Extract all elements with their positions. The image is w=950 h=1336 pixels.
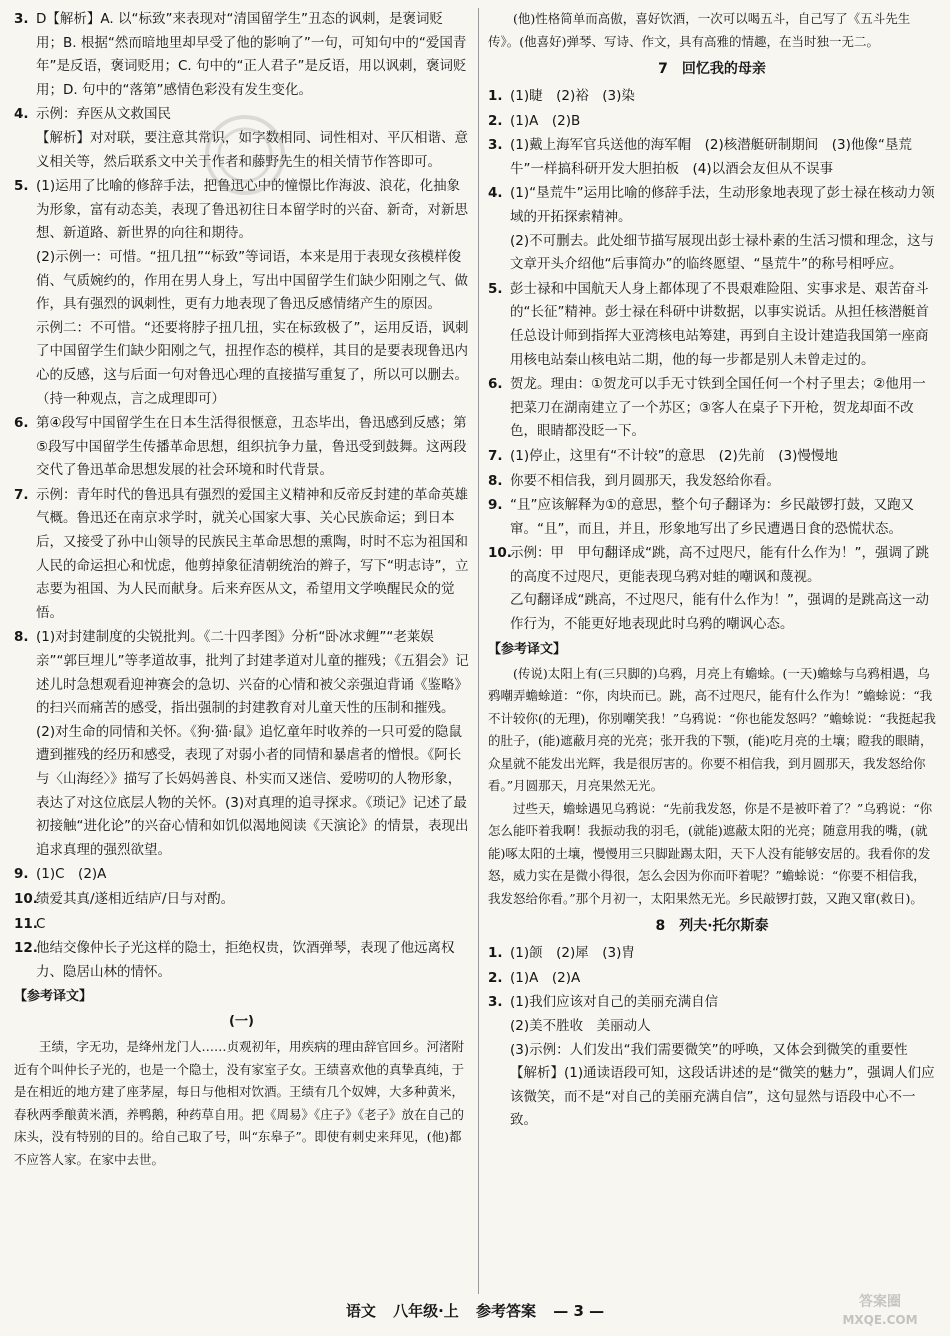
answer-item [488, 110, 936, 134]
answer-item [488, 373, 936, 444]
answer-item [488, 85, 936, 109]
item-number: 2. [488, 969, 503, 986]
item-number: 7. [14, 486, 29, 503]
item-text: (1)我们应该对自己的美丽充满自信 [510, 994, 719, 1011]
footer-page-number: — 3 — [553, 1302, 605, 1320]
answer-item [488, 542, 936, 636]
item-text: D【解析】A. 以“标致”来表现对“清国留学生”丑态的讽刺，是褒词贬用；B. 根据“然而暗地里却早受了他的影响了”一句，可知句中的“爱国青年”是反语，褒词贬用；C. 句中的“正人君子”是反语，用以讽刺，褒词贬用；D. 句中的“落第”感情色彩没有发生变化。 [36, 11, 467, 98]
item-text: 示例：青年时代的鲁迅具有强烈的爱国主义精神和反帝反封建的革命英雄气概。鲁迅还在南京求学时，就关心国家大事、关心民族命运；到日本后，又接受了孙中山领导的民族民主革命思想的熏陶，时时不忘为祖国和人民的命运担心和忧虑，他剪掉象征清朝统治的辫子，写下“明志诗”，立志要为祖国、为人民而献身。后来弃医从文，希望用文学唤醒民众的觉悟。 [36, 486, 469, 621]
translation-paragraph: 过些天，蟾蜍遇见乌鸦说：“先前我发怒，你是不是被吓着了？”乌鸦说：“你怎么能吓着我啊！我振动我的羽毛，(就能)遮蔽太阳的光亮；随意用我的嘴，(就能)啄太阳的土壤，慢慢用三只脚趾踢太阳，天下人没有能够安居的。我看你的发怒，威力实在是微小得很，怎么会因为你而吓着呢？”蟾蜍说：“你要不相信我，我发怒给你看。”那个月初一，太阳果然无光。乡民敲锣打鼓，又跑又窜(救日)。 [488, 800, 933, 906]
item-number: 9. [14, 866, 29, 883]
stamp-icon [200, 110, 290, 200]
item-number: 8. [14, 629, 29, 646]
item-number: 2. [488, 112, 503, 129]
item-text: 绩爱其真/遂相近结庐/日与对酌。 [36, 890, 235, 907]
item-text: (1)C (2)A [36, 866, 107, 883]
section-title-8: 8 列夫·托尔斯泰 [655, 918, 769, 935]
answer-item [14, 175, 469, 411]
item-number: 4. [14, 106, 29, 123]
watermark-line1: 答案圈 [859, 1294, 901, 1310]
answer-item [488, 494, 936, 541]
section8-answer-list [488, 942, 936, 1133]
item-number: 10. [14, 890, 38, 907]
item-text: 【解析】对对联，要注意其常识，如字数相同、词性相对、平仄相谐、意义相关等，然后联系文中关于作者和藤野先生的相关情节作答即可。 [36, 129, 468, 170]
footer-subject: 语文 [345, 1302, 376, 1320]
translation-paragraph: 王绩，字无功，是绛州龙门人……贞观初年，用疾病的理由辞官回乡。河渚附近有个叫仲长子光的，也是一个隐士，没有家室子女。王绩喜欢他的真挚真纯，于是在相近的地方建了座茅屋，每日与他相对饮酒。王绩有几个奴婢，大多种黄米，春秋两季酿黄米酒，养鸭鹅，种药草自用。把《周易》《庄子》《老子》放在自己的床头，没有特别的目的。给自己取了号，叫“东皋子”。即使有刺史来拜见，(他)都不应答人家。在家中去世。 [14, 1039, 465, 1167]
item-number: 3. [488, 994, 503, 1011]
translation-continued: (他)性格简单而高傲，喜好饮酒，一次可以喝五斗，自己写了《五斗先生传》。(他喜好)弹琴、写诗、作文，具有高雅的情趣，在当时独一无二。 [488, 11, 911, 49]
item-number: 1. [488, 945, 503, 962]
item-number: 7. [488, 447, 503, 464]
answer-item [14, 8, 469, 102]
item-text: (3)示例：人们发出“我们需要微笑”的呼唤，又体会到微笑的重要性 [510, 1041, 908, 1058]
item-text: (2)美不胜收 美丽动人 [510, 1017, 651, 1034]
answer-item [14, 412, 469, 483]
item-text: (1)停止，这里有“不计较”的意思 (2)先前 (3)慢慢地 [510, 447, 838, 464]
item-text: (1)“垦荒牛”运用比喻的修辞手法，生动形象地表现了彭士禄在核动力领域的开拓探索精神。 [510, 185, 935, 225]
answer-item [488, 470, 936, 494]
answer-item [488, 942, 936, 966]
item-text: “且”应该解释为①的意思，整个句子翻译为：乡民敲锣打鼓，又跑又窜。“且”，而且，并且，形象地写出了乡民遭遇日食的恐慌状态。 [510, 497, 915, 537]
item-number: 6. [488, 376, 503, 393]
translation-paragraph: (传说)太阳上有(三只脚的)乌鸦，月亮上有蟾蜍。(一天)蟾蜍与乌鸦相遇，乌鸦嘲弄蟾蜍道：“你，肉块而已。跳，高不过咫尺，能有什么作为！”蟾蜍说：“我不计较你(的无理)，你别嘲笑我！”乌鸦说：“你也能发怒吗？”蟾蜍说：“我挺起我的肚子，(能)遮蔽月亮的光亮；张开我的下颚，(能)吃月亮的土壤；瞪我的眼睛，众星就不能发出光辉，我是很厉害的。你要不相信我，到月圆那天，我发怒给你看。”月圆那天，月亮果然无光。 [488, 665, 936, 794]
answer-item [488, 278, 936, 372]
section-title-7: 7 回忆我的母亲 [658, 61, 766, 77]
watermark-logo-icon [820, 1290, 940, 1330]
item-text: 【解析】(1)通读语段可知，这段话讲述的是“微笑的魅力”，强调人们应该微笑，而不是“对自己的美丽充满自信”，这句显然与语段中心不一致。 [510, 1065, 935, 1129]
item-number: 3. [14, 11, 29, 27]
answer-item [14, 888, 469, 912]
answer-item [14, 626, 469, 862]
item-text: 示例二：不可惜。“还要将脖子扭几扭，实在标致极了”，运用反语，讽刺了中国留学生们缺少阳刚之气，扭捏作态的模样，其目的是要表现鲁迅内心的反感，这与后面一句对鲁迅心理的直接描写重复了，所以可以删去。（持一种观点，言之成理即可） [36, 319, 469, 407]
item-number: 9. [488, 497, 503, 514]
item-number: 11. [14, 915, 38, 932]
translation-block [488, 663, 936, 911]
item-text: (1)运用了比喻的修辞手法，把鲁迅心中的憧憬比作海波、浪花，化抽象为形象，富有动态美，表现了鲁迅初往日本留学时的兴奋、新奇，对新思想、新道路、新世界的向往和期待。 [36, 178, 468, 242]
item-text: (1)对封建制度的尖锐批判。《二十四孝图》分析“卧冰求鲤”“老莱娱亲”“郭巨埋儿”等孝道故事，批判了封建孝道对儿童的摧残；《五猖会》记述儿时急想观看迎神赛会的急切、兴奋的心情和被父亲强迫背诵《鉴略》的扫兴而痛苦的感受，指出强制的封建教育对儿童天性的压制和摧残。(2)对生命的同情和关怀。《狗·猫·鼠》追忆童年时收养的一只可爱的隐鼠遭到摧残的经历和感受，表现了对弱小者的同情和暴虐者的憎恨。《阿长与〈山海经〉》描写了长妈妈善良、朴实而又迷信、爱唠叨的人物形象，表达了对这位底层人物的关怀。(3)对真理的追寻探求。《琐记》记述了最初接触“进化论”的兴奋心情和如饥似渴地阅读《天演论》的情景，表现出追求真理的强烈欲望。 [36, 629, 469, 858]
item-text: C [36, 915, 46, 932]
answer-item [488, 967, 936, 991]
item-text: (2)不可删去。此处细节描写展现出彭士禄朴素的生活习惯和理念，这与文章开头介绍他“后事简办”的临终愿望、“垦荒牛”的称号相呼应。 [510, 232, 935, 273]
section7-answer-list [488, 85, 936, 637]
item-number: 4. [488, 185, 503, 202]
answer-item [488, 182, 936, 276]
column-divider [478, 8, 479, 1294]
footer-grade: 八年级·上 [393, 1302, 459, 1320]
item-text: (1)睫 (2)裕 (3)染 [510, 88, 635, 104]
item-number: 5. [14, 178, 29, 195]
reference-translation-label: 【参考译文】 [14, 989, 93, 1005]
item-text: 乙句翻译成“跳高，不过咫尺，能有什么作为！”，强调的是跳高这一动作行为，不能更好地表现此时乌鸦的嘲讽心态。 [510, 592, 929, 633]
item-number: 8. [488, 472, 503, 489]
answer-item [14, 937, 469, 984]
item-number: 3. [488, 137, 503, 154]
item-number: 6. [14, 415, 29, 432]
item-text: (1)颌 (2)犀 (3)胄 [510, 945, 635, 962]
answer-item [14, 913, 469, 937]
right-column [488, 8, 936, 1134]
item-text: (1)戴上海军官兵送他的海军帽 (2)核潜艇研制期间 (3)他像“垦荒牛”一样搞科研开发大胆拍板 (4)以酒会友但从不误事 [510, 137, 912, 177]
answer-item [14, 863, 469, 887]
item-text: (1)A (2)B [510, 112, 581, 129]
reference-translation-label: 【参考译文】 [488, 641, 567, 657]
item-text: 你要不相信我，到月圆那天，我发怒给你看。 [510, 472, 780, 489]
item-text: (1)A (2)A [510, 969, 581, 986]
answer-item [488, 134, 936, 181]
item-text: 示例：弃医从文救国民 [36, 106, 171, 123]
item-number: 5. [488, 280, 503, 297]
answer-item [488, 445, 936, 469]
page-footer [0, 1300, 950, 1321]
item-text: 示例：甲 甲句翻译成“跳，高不过咫尺，能有什么作为！”，强调了跳的高度不过咫尺，更能表现乌鸦对蛙的嘲讽和蔑视。 [510, 545, 929, 585]
item-text: 彭士禄和中国航天人身上都体现了不畏艰难险阻、实事求是、艰苦奋斗的“长征”精神。彭士禄在科研中讲数据，以事实说话。从担任核潜艇首任总设计师到指挥大亚湾核电站筹建，再到自主设计建造我国第一座商用核电站秦山核电站二期，他的每一步都是别人未曾走过的。 [510, 280, 929, 368]
item-text: (2)示例一：可惜。“扭几扭”“标致”等词语，本来是用于表现女孩模样俊俏、气质婉约的，作用在男人身上，写出中国留学生们缺少阳刚之气、做作，具有强烈的讽刺性，更有力地表现了鲁迅反感情绪产生的原因。 [36, 248, 468, 313]
footer-label: 参考答案 [476, 1302, 537, 1320]
item-text: 他结交像仲长子光这样的隐士，拒绝权贵，饮酒弹琴，表现了他远离权力、隐居山林的情怀。 [36, 940, 455, 980]
item-number: 12. [14, 940, 38, 957]
watermark-line2: MXQE.COM [842, 1313, 918, 1327]
answer-item [488, 991, 936, 1133]
translation-section-head: (一) [229, 1014, 254, 1030]
item-number: 10. [488, 545, 512, 562]
item-number: 1. [488, 88, 503, 104]
item-text: 第④段写中国留学生在日本生活得很惬意，丑态毕出，鲁迅感到反感；第⑤段写中国留学生传播革命思想，组织抗争力量，鲁迅受到鼓舞。这两段交代了鲁迅革命思想发展的社会环境和时代背景。 [36, 415, 467, 479]
item-text: 贺龙。理由：①贺龙可以手无寸铁到全国任何一个村子里去；②他用一把菜刀在湖南建立了一个苏区；③客人在桌子下开枪，贺龙却面不改色，眼睛都没眨一下。 [510, 376, 926, 440]
answer-item [14, 484, 469, 626]
